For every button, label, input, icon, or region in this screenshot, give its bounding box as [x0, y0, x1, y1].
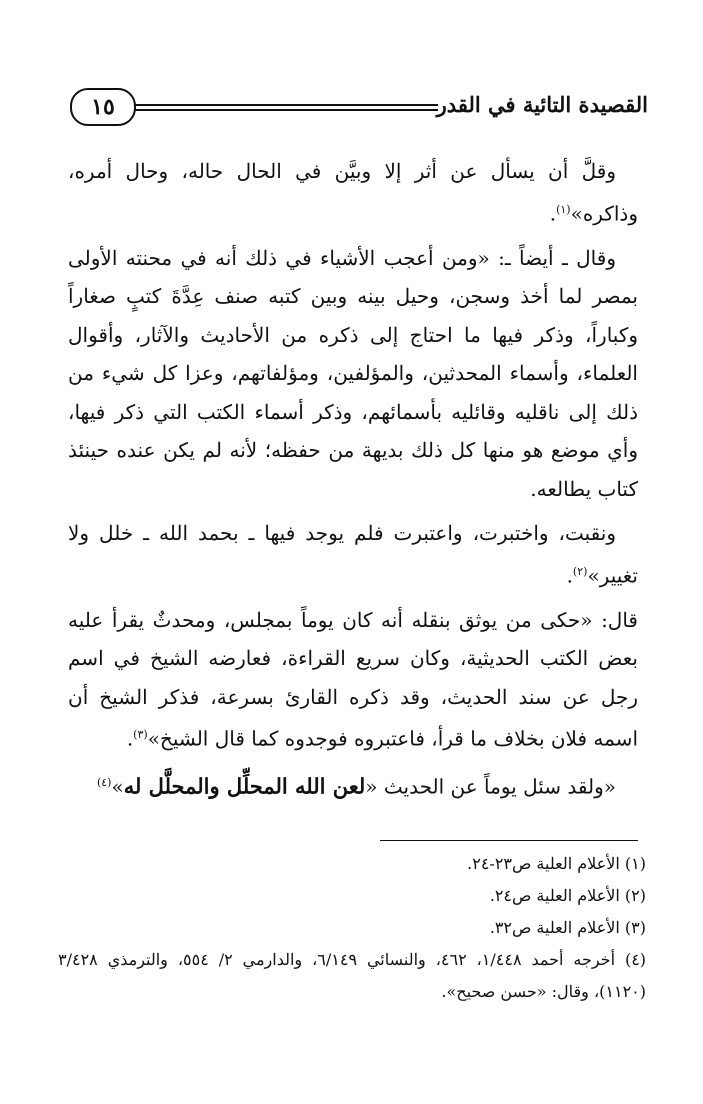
- footnote-1: (١) الأعلام العلية ص٢٣-٢٤.: [467, 854, 646, 873]
- hadith-phrase: لعن الله المحلِّل والمحلَّل له: [123, 774, 366, 800]
- period: .: [126, 726, 134, 751]
- footnote-ref-2: (٢): [572, 564, 588, 578]
- paragraph-text: ونقبت، واختبرت، واعتبرت فلم يوجد فيها ـ بحمد الله ـ خلل ولا تغيير»: [68, 521, 638, 588]
- paragraph-text: قال: «حكى من يوثق بنقله أنه كان يوماً بمجلس، ومحدثٌ يقرأ عليه بعض الكتب الحديثية، وكان سريع القراءة، فعارضه الشيخ في اسم رجل عن سند الحديث، وقد ذكره القارئ بسرعة، فذكر الشيخ أن اسمه فلان بخلاف ما قرأ، فاعتبروه فوجدوه كما قال الشيخ»: [68, 607, 638, 751]
- footnote-3: (٣) الأعلام العلية ص٣٢.: [489, 918, 646, 937]
- header-rule-line: [128, 104, 438, 106]
- period: .: [549, 201, 557, 226]
- paragraph-text: وقلَّ أن يسأل عن أثر إلا وبيَّن في الحال حاله، وحال أمره، وذاكره»: [68, 159, 638, 226]
- page-header: [70, 86, 648, 130]
- period: .: [566, 563, 573, 588]
- paragraph-text: «ولقد سئل يوماً عن الحديث «: [365, 775, 616, 800]
- footnote-ref-1: (١): [556, 202, 571, 216]
- footnote-4: (٤) أخرجه أحمد ١/٤٤٨، ٤٦٢، والنسائي ٦/١٤٩، والدارمي ٢/ ٥٥٤، والترمذي ٣/٤٢٨ (١١٢٠)، وقال: «حسن صحيح».: [58, 950, 647, 1001]
- footnotes: [58, 848, 646, 1008]
- footnote-ref-3: (٣): [133, 728, 148, 742]
- page-number: ١٥: [70, 88, 136, 126]
- footnote-2: (٢) الأعلام العلية ص٢٤.: [489, 886, 646, 905]
- paragraph-1: [68, 152, 638, 233]
- footnote-separator: [380, 840, 638, 841]
- paragraph-5: [68, 764, 638, 806]
- closing-quote: »: [111, 775, 124, 800]
- paragraph-2: [68, 239, 638, 509]
- footnote-ref-4: (٤): [96, 776, 112, 790]
- paragraph-4: [68, 601, 638, 759]
- header-rule-line: [128, 109, 438, 111]
- running-title: القصيدة التائية في القدر: [436, 92, 648, 117]
- paragraph-text: وقال ـ أيضاً ـ: «ومن أعجب الأشياء في ذلك أنه في محنته الأولى بمصر لما أخذ وسجن، وحيل بينه وبين كتبه صنف عِدَّةَ كتبٍ صغاراً وكباراً، وذكر فيها ما احتاج إلى ذكره من الأحاديث والآثار، وأقوال العلماء، وأسماء المحدثين، والمؤلفين، ومؤلفاتهم، وعزا كل شيء من ذلك إلى ناقليه وقائليه بأسمائهم، وذكر أسماء الكتب التي ذكر فيها، وأي موضع هو منها كل ذلك بديهة من حفظه؛ لأنه لم يكن عنده حينئذ كتاب يطالعه.: [68, 245, 638, 501]
- main-text: [68, 152, 638, 813]
- paragraph-3: [68, 514, 638, 595]
- header-double-rule: [128, 104, 438, 112]
